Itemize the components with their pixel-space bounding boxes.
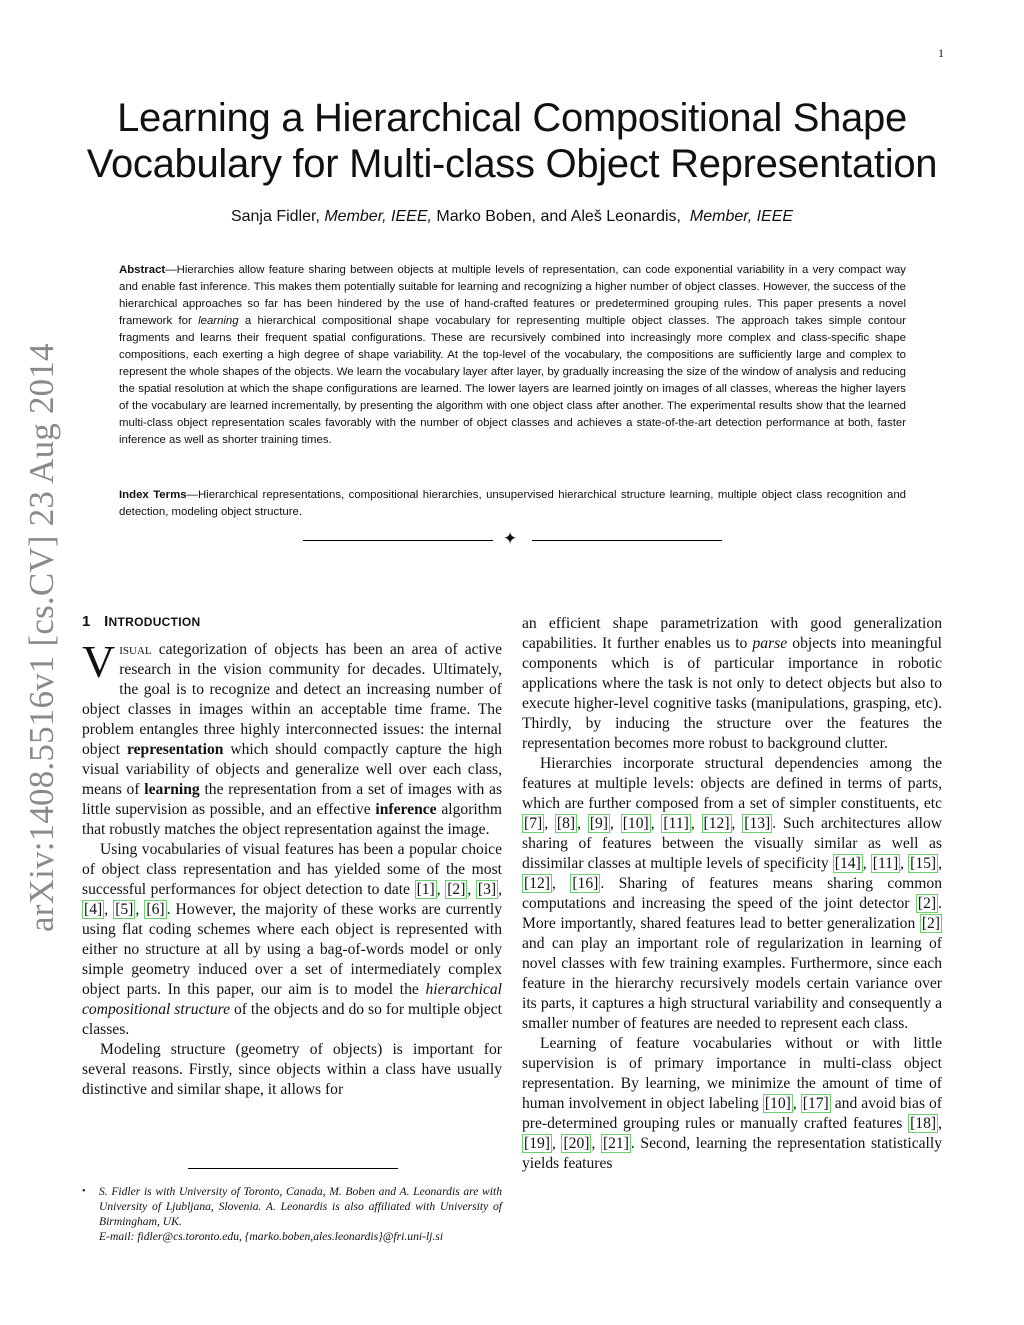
intro-smallcaps-word: isual: [119, 641, 152, 658]
citation-link[interactable]: [20]: [563, 1135, 590, 1152]
text-run: ,: [938, 855, 943, 872]
footnote-bullet-icon: •: [82, 1186, 86, 1197]
abstract: [119, 262, 906, 449]
text-run: ,: [900, 855, 909, 872]
footnote-rule: [188, 1168, 398, 1169]
dropcap-letter: V: [82, 636, 116, 687]
citation-link[interactable]: [12]: [703, 815, 730, 832]
footnote-emails[interactable]: E-mail: fidler@cs.toronto.edu, {marko.boben,ales.leonardis}@fri.uni-lj.si: [99, 1230, 444, 1243]
citation-link[interactable]: [7]: [524, 815, 543, 832]
text-run: ,: [544, 815, 555, 832]
separator-rule-left: [303, 540, 493, 541]
title-line-1: Learning a Hierarchical Compositional Shape: [117, 96, 907, 140]
intro-paragraph-5: [522, 1034, 942, 1174]
page-number: 1: [938, 46, 944, 60]
left-column: [82, 636, 503, 1100]
text-run: ,: [135, 901, 145, 918]
abstract-text-part-1: Hierarchies allow feature sharing between objects at multiple levels of representation, can code exponential variability in a very compact way and enable fast inference. This makes them potentially suitable for learning and recognizing a higher number of object classes. However, the success of the hierarchical approaches so far has been hindered by the use of hand-crafted features or predetermined grouping rules. This paper presents a novel framework for: [119, 264, 906, 327]
text-run: Modeling structure (geometry of objects) is important for several reasons. Firstly, since objects within a class have usually distinctive and similar shape, it allows for: [82, 1041, 502, 1098]
citation-link[interactable]: [15]: [910, 855, 937, 872]
citation-link[interactable]: [11]: [663, 815, 689, 832]
emphasis-text: parse: [752, 635, 788, 652]
intro-paragraph-1: [82, 636, 503, 840]
title-line-2: Vocabulary for Multi-class Object Representation: [86, 142, 938, 186]
text-run: ,: [690, 815, 702, 832]
citation-link[interactable]: [5]: [115, 901, 134, 918]
intro-paragraph-2: [82, 840, 502, 1040]
author-fidler: Sanja Fidler,: [230, 208, 320, 225]
text-run: ,: [104, 901, 114, 918]
text-run: and avoid bias of pre-determined grouping rules or manually crafted features: [522, 1095, 942, 1132]
citation-link[interactable]: [18]: [910, 1115, 937, 1132]
citation-link[interactable]: [9]: [589, 815, 608, 832]
index-terms-text: Hierarchical representations, compositional hierarchies, unsupervised hierarchical structure learning, multiple object class recognition and detection, modeling object structure.: [119, 489, 906, 518]
text-run: Hierarchies incorporate structural dependencies among the features at multiple levels: objects are defined in terms of parts, which are further composed from a set of simpler constituents, etc: [522, 755, 942, 812]
author-fidler-membership: Member, IEEE,: [324, 208, 432, 225]
text-run: . Sharing of features means sharing common computations and increasing the speed of the joint detector: [522, 875, 943, 912]
footnote-affiliations: S. Fidler is with University of Toronto, Canada, M. Boben and A. Leonardis are with University of Ljubljana, Slovenia. A. Leonardis is also affiliated with University of Birmingham, UK.: [99, 1185, 502, 1228]
citation-link[interactable]: [16]: [572, 875, 599, 892]
text-run: . Such architectures allow sharing of features between the visually similar as well as dissimilar classes at multiple levels of specificity: [522, 815, 943, 872]
citation-link[interactable]: [8]: [556, 815, 576, 832]
bold-term-representation: representation: [126, 741, 224, 758]
text-run: objects into meaningful components which is of particular importance in robotic applications where the task is not only to detect objects but also to execute higher-level cognitive tasks (manipulations, grasping, etc). Thirdly, by inducing the structure over the features the representation becomes more robust to background clutter.: [522, 635, 942, 752]
abstract-dash: —: [165, 264, 177, 276]
arxiv-identifier-stamp[interactable]: arXiv:1408.5516v1 [cs.CV] 23 Aug 2014: [22, 343, 61, 932]
section-title-rest: NTRODUCTION: [108, 615, 201, 629]
text-run: ,: [792, 1095, 801, 1112]
intro-paragraph-3: [82, 1040, 502, 1100]
text-run: ,: [577, 815, 588, 832]
paper-title: [62, 95, 962, 187]
text-run: . More importantly, shared features lead to better generalization: [522, 895, 942, 932]
text-run: . However, the majority of these works are currently using flat coding schemes where each object is represented with either no structure at all by using a bag-of-words model or only simple geometry induced over a set of intermediately complex object parts. In this paper, our aim is to model the: [82, 901, 502, 998]
text-run: of the objects and do so for multiple object classes.: [82, 1001, 502, 1038]
intro-paragraph-3-continued: [522, 614, 942, 754]
author-leonardis-membership: Member, IEEE: [689, 208, 794, 225]
citation-link[interactable]: [3]: [477, 881, 497, 898]
bold-term-inference: inference: [375, 801, 437, 818]
abstract-label: Abstract: [119, 264, 166, 276]
citation-link[interactable]: [4]: [84, 901, 103, 918]
citation-link[interactable]: [12]: [524, 875, 550, 892]
abstract-emphasis: learning: [198, 315, 239, 327]
text-run: ,: [591, 1135, 601, 1152]
text-run: ,: [551, 1135, 562, 1152]
author-boben-leonardis: Marko Boben, and Aleš Leonardis,: [436, 208, 681, 225]
text-run: ,: [610, 815, 621, 832]
citation-link[interactable]: [6]: [146, 901, 165, 918]
separator-rule-right: [532, 540, 722, 541]
citation-link[interactable]: [1]: [416, 881, 435, 898]
emphasis-text: hierarchical compositional structure: [82, 981, 502, 1018]
index-terms: [119, 487, 906, 521]
citation-link[interactable]: [10]: [622, 815, 649, 832]
text-run: ,: [467, 881, 476, 898]
citation-link[interactable]: [2]: [447, 881, 466, 898]
bold-term-learning: learning: [144, 781, 200, 798]
text-run: ,: [498, 881, 502, 898]
citation-link[interactable]: [17]: [802, 1095, 829, 1112]
citation-link[interactable]: [11]: [872, 855, 899, 872]
author-line: [62, 208, 962, 226]
right-column: [522, 614, 942, 1174]
text-run: . Second, learning the representation statistically yields features: [522, 1135, 943, 1172]
footnote: [82, 1184, 502, 1244]
text-run: and can play an important role of regularization in learning of novel classes with few training examples. Furthermore, since each feature in the hierarchy recursively models certain variance over its parts, it captures a high structural variability and consequently a smaller number of features are needed to represent each class.: [522, 935, 942, 1032]
text-run: ,: [436, 881, 446, 898]
citation-link[interactable]: [10]: [764, 1095, 791, 1112]
index-terms-label: Index Terms: [119, 489, 187, 501]
citation-link[interactable]: [21]: [602, 1135, 629, 1152]
text-run: algorithm that robustly matches the object representation against the image.: [82, 801, 502, 838]
citation-link[interactable]: [2]: [917, 895, 937, 912]
text-run: the representation from a set of images with as little supervision as possible, and an effective: [82, 781, 503, 818]
citation-link[interactable]: [19]: [524, 1135, 550, 1152]
citation-link[interactable]: [2]: [921, 915, 940, 932]
citation-link[interactable]: [13]: [744, 815, 771, 832]
text-run: ,: [551, 875, 571, 892]
index-terms-dash: —: [186, 489, 198, 501]
section-title-initial: I: [104, 613, 109, 630]
footnote-body: [82, 1184, 502, 1244]
citation-link[interactable]: [14]: [834, 855, 861, 872]
abstract-text-part-2: a hierarchical compositional shape vocabulary for representing multiple object classes. The approach takes simple contour fragments and learns their frequent spatial configurations. These are recursively combined into increasingly more complex and class-specific shape compositions, each exerting a high degree of shape variability. At the top-level of the vocabulary, the compositions are sufficiently large and complex to represent the whole shapes of the objects. We learn the vocabulary layer after layer, by gradually increasing the size of the window of analysis and reducing the spatial resolution at which the shape configurations are learned. The lower layers are learned jointly on images of all classes, whereas the higher layers of the vocabulary are learned incrementally, by presenting the algorithm with one object class after another. The experimental results show that the learned multi-class object representation scales favorably with the number of object classes and achieves a state-of-the-art detection performance at both, faster inference as well as shorter training times.: [119, 315, 906, 446]
text-run: ,: [731, 815, 743, 832]
text-run: Using vocabularies of visual features has been a popular choice of object class representation and has yielded some of the most successful performances for object detection to date: [82, 841, 502, 898]
text-run: Learning of feature vocabularies without or with little supervision is of primary importance in multi-class object representation. By learning, we minimize the amount of time of human involvement in object labeling: [522, 1035, 942, 1112]
text-run: ,: [862, 855, 871, 872]
separator-diamond-icon: ✦: [503, 529, 518, 548]
intro-paragraph-4: [522, 754, 942, 1034]
text-run: ,: [650, 815, 662, 832]
text-run: which should compactly capture the high visual variability of objects and generalize well over each class, means of: [82, 741, 502, 798]
text-run: categorization of objects has been an area of active research in the vision community for decades. Ultimately, the goal is to recognize and detect an increasing number of object classes in images within an acceptable time frame. The problem entangles three highly interconnected issues: the internal object: [82, 641, 502, 758]
text-run: ,: [938, 1115, 942, 1132]
section-heading-introduction: [82, 613, 201, 630]
section-number: 1: [82, 613, 91, 630]
text-run: an efficient shape parametrization with good generalization capabilities. It further enables us to: [522, 615, 942, 652]
